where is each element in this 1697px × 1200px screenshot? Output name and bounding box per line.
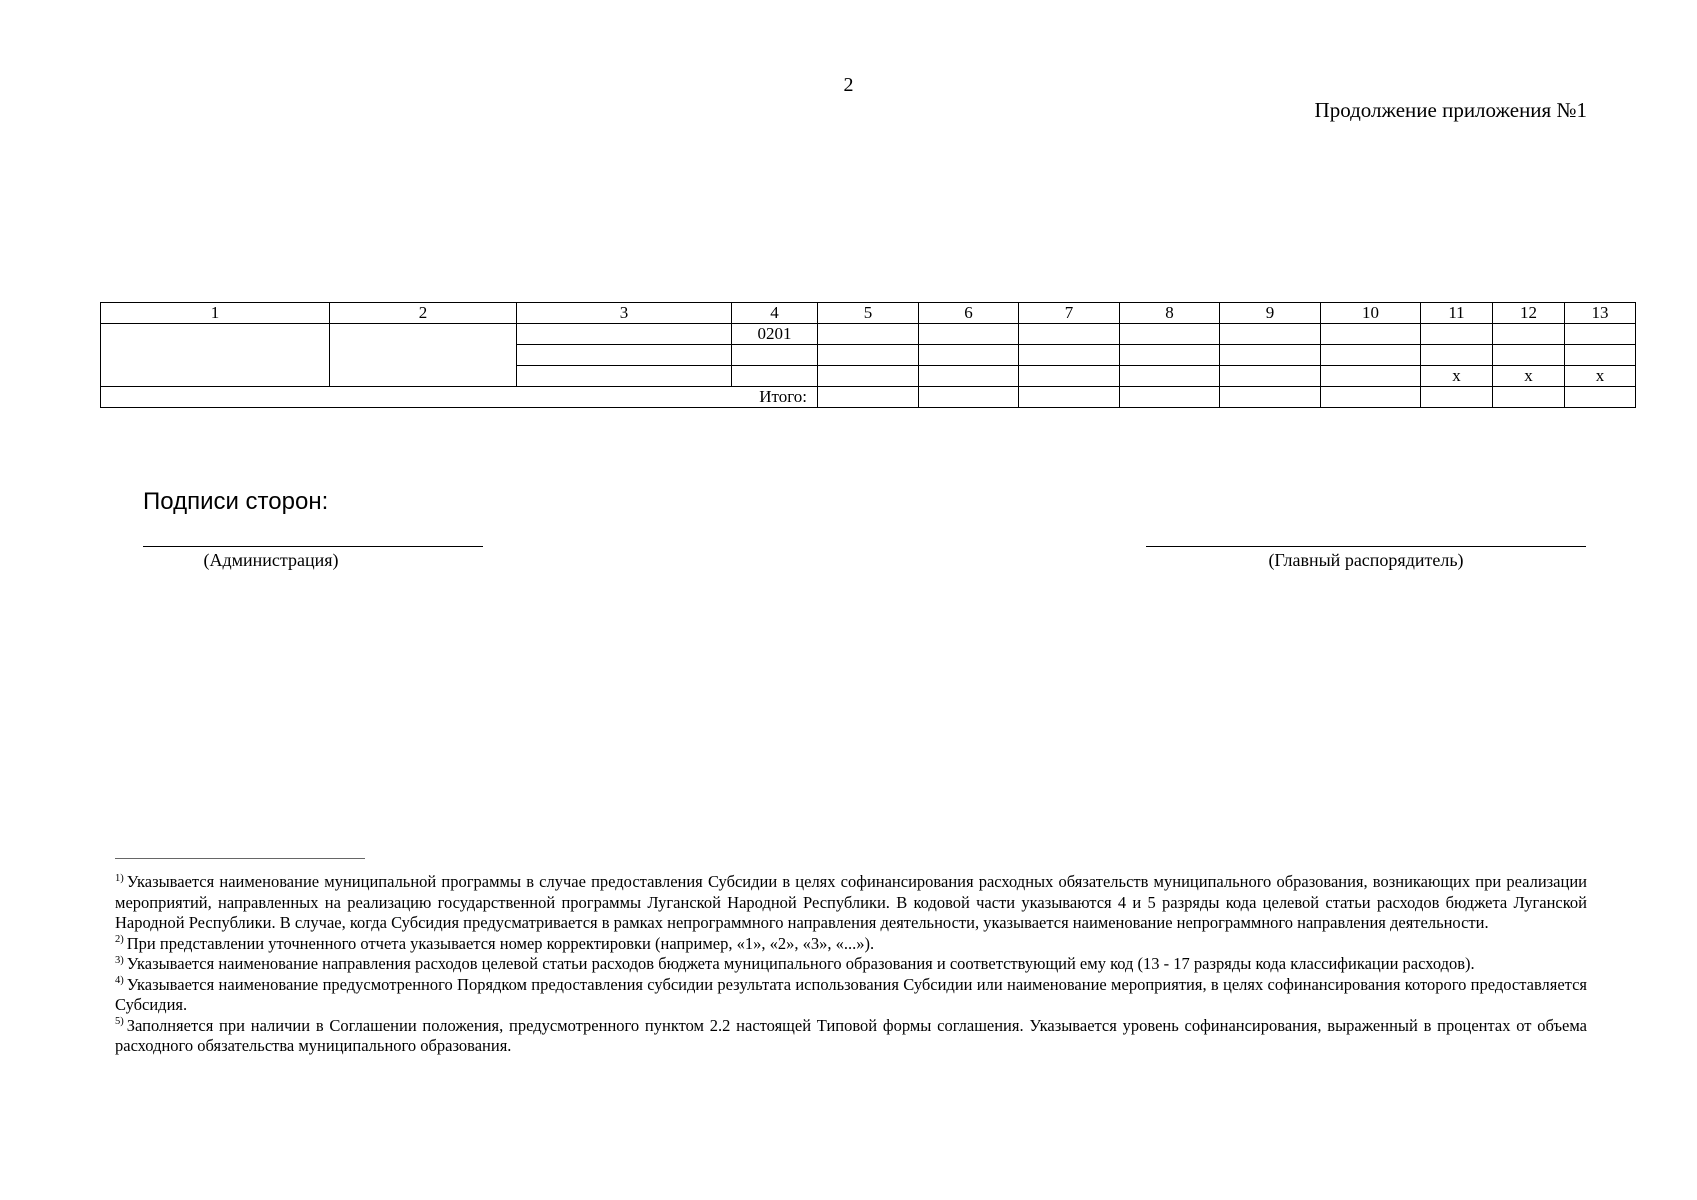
total-row — [101, 387, 1636, 408]
signature-line-administration — [143, 546, 483, 547]
table-cell — [1493, 324, 1565, 345]
column-number: 2 — [330, 303, 517, 324]
column-number: 6 — [919, 303, 1019, 324]
table-cell — [818, 366, 919, 387]
appendix-continuation-label: Продолжение приложения №1 — [1314, 98, 1587, 122]
page-number: 2 — [843, 74, 854, 96]
table-cell — [1019, 345, 1120, 366]
column-number: 4 — [732, 303, 818, 324]
table-cell — [1120, 345, 1220, 366]
signature-line-chief-manager — [1146, 546, 1586, 547]
x-mark-cell: x — [1565, 366, 1636, 387]
table-cell — [1321, 387, 1421, 408]
column-number: 5 — [818, 303, 919, 324]
column-number: 10 — [1321, 303, 1421, 324]
table-cell — [919, 366, 1019, 387]
table-cell — [1019, 366, 1120, 387]
footnote-mark: 4) — [115, 975, 124, 986]
table-cell — [818, 387, 919, 408]
header-row — [101, 303, 1636, 324]
column-number: 3 — [517, 303, 732, 324]
table-cell — [1321, 324, 1421, 345]
table-cell — [1019, 324, 1120, 345]
x-mark-cell: x — [1493, 366, 1565, 387]
column-number: 12 — [1493, 303, 1565, 324]
footnote-mark: 5) — [115, 1016, 124, 1027]
table-cell — [1421, 345, 1493, 366]
footnote-text: При представлении уточненного отчета указывается номер корректировки (например, «1», «2», «3», «...»). — [126, 933, 875, 953]
table-cell — [818, 324, 919, 345]
table-cell — [1120, 387, 1220, 408]
column-number: 9 — [1220, 303, 1321, 324]
table-row — [101, 324, 1636, 345]
table-cell — [1220, 366, 1321, 387]
table-cell — [1421, 387, 1493, 408]
footnote-text: Указывается наименование муниципальной программы в случае предоставления Субсидии в целях софинансирования расходных обязательств муниципального образования, возникающих при реализации мероприятий, направленных на реализацию государственной программы Луганской Народной Республики. В кодовой части указываются 4 и 5 разряды кода целевой статьи расходов бюджета Луганской Народной Республики. В случае, когда Субсидия предусматривается в рамках непрограммного направления деятельности, указывается наименование непрограммного направления деятельности. — [115, 872, 1587, 932]
footnote-mark: 1) — [115, 872, 124, 884]
table-cell — [517, 366, 732, 387]
code-cell: 0201 — [732, 324, 818, 345]
x-mark-cell: x — [1421, 366, 1493, 387]
table-cell — [732, 366, 818, 387]
table-cell — [1493, 387, 1565, 408]
table-cell — [1220, 387, 1321, 408]
table-cell — [1019, 387, 1120, 408]
signatures-title: Подписи сторон: — [143, 488, 329, 515]
table-cell — [818, 345, 919, 366]
table-cell — [919, 387, 1019, 408]
footnote — [115, 934, 1587, 955]
signature-caption-administration: (Администрация) — [203, 550, 339, 570]
signature-caption-chief-manager: (Главный распорядитель) — [1268, 550, 1464, 570]
footnote — [115, 954, 1587, 975]
table-cell — [101, 324, 330, 387]
footnote — [115, 975, 1587, 1016]
table-cell — [1493, 345, 1565, 366]
table-cell — [1421, 324, 1493, 345]
footnote-mark: 3) — [115, 954, 124, 966]
column-number: 11 — [1421, 303, 1493, 324]
table-cell — [919, 345, 1019, 366]
table-cell — [1565, 387, 1636, 408]
table-cell — [1220, 324, 1321, 345]
table-cell — [1565, 324, 1636, 345]
column-number: 13 — [1565, 303, 1636, 324]
table-cell — [1220, 345, 1321, 366]
table-cell — [919, 324, 1019, 345]
footnote — [115, 1016, 1587, 1057]
table-cell — [1321, 345, 1421, 366]
table-cell — [1120, 366, 1220, 387]
footnote-separator — [115, 858, 365, 859]
footnote — [115, 872, 1587, 934]
total-label: Итого: — [101, 387, 818, 408]
footnote-text: Указывается наименование направления расходов целевой статьи расходов бюджета муниципального образования и соответствующий ему код (13 - 17 разряды кода классификации расходов). — [126, 954, 1475, 973]
table-cell — [517, 324, 732, 345]
table-cell — [1321, 366, 1421, 387]
table-cell — [1120, 324, 1220, 345]
footnote-text: Заполняется при наличии в Соглашении положения, предусмотренного пунктом 2.2 настоящей Типовой формы соглашения. Указывается уровень софинансирования, выраженный в процентах от объема расходного обязательства муниципального образования. — [115, 1015, 1587, 1055]
table-cell — [1565, 345, 1636, 366]
table-cell — [732, 345, 818, 366]
footnote-text: Указывается наименование предусмотренного Порядком предоставления субсидии результата использования Субсидии или наименование мероприятия, в целях софинансирования которого предоставляется Субсидия. — [115, 974, 1587, 1014]
table-cell — [517, 345, 732, 366]
footnote-mark: 2) — [115, 934, 124, 945]
footnotes — [115, 872, 1587, 1057]
report-table — [100, 302, 1636, 408]
table-cell — [330, 324, 517, 387]
column-number: 8 — [1120, 303, 1220, 324]
column-number: 7 — [1019, 303, 1120, 324]
column-number: 1 — [101, 303, 330, 324]
